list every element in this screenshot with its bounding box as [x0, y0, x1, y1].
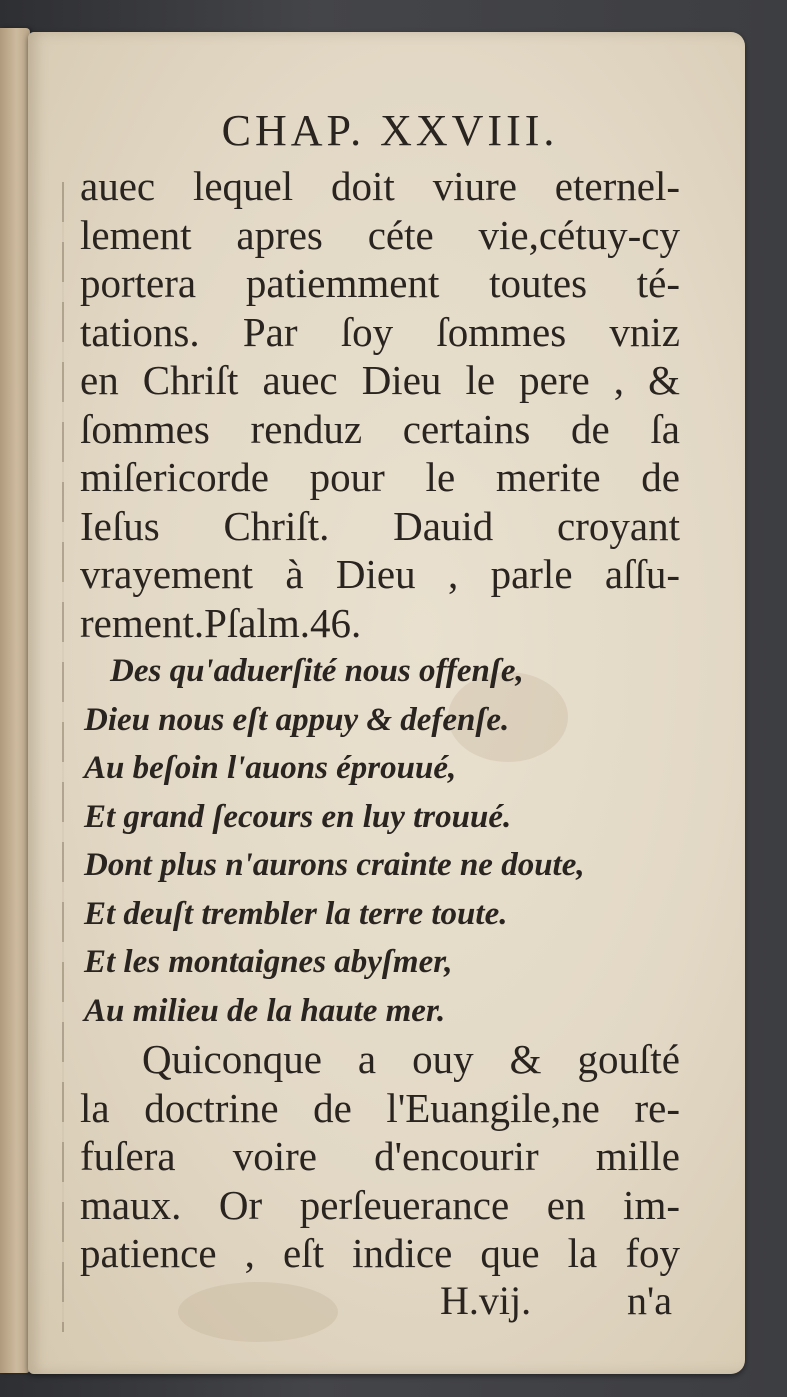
- text-line: ſommes renduz certains de ſa: [80, 405, 680, 452]
- text-line: fuſera voire d'encourir mille: [80, 1133, 680, 1179]
- text-line: lement apres céte vie,cétuy-cy: [80, 211, 680, 258]
- verse-line: Au beſoin l'auons éprouué,: [84, 750, 457, 786]
- verse-line: Au milieu de la haute mer.: [84, 992, 446, 1029]
- previous-page-edge: [0, 28, 30, 1373]
- catchword: n'a: [627, 1278, 672, 1323]
- text-line: la doctrine de l'Euangile,ne re-: [80, 1084, 680, 1131]
- verse-line: Et deuſt trembler la terre toute.: [84, 895, 508, 932]
- text-line: miſericorde pour le merite de: [80, 454, 680, 500]
- page-text: [80, 106, 680, 1278]
- text-line: Quiconque a ouy & gouſté: [142, 1036, 680, 1082]
- running-head: CHAP. XXVIII.: [221, 106, 559, 155]
- verse-line: Et grand ſecours en luy trouué.: [84, 798, 512, 835]
- text-line: tations. Par ſoy ſommes vniz: [80, 308, 680, 355]
- verse-line: Dieu nous eſt appuy & defenſe.: [84, 701, 510, 738]
- text-line: vrayement à Dieu , parle aſſu-: [80, 551, 680, 597]
- text-line: portera patiemment toutes té-: [80, 260, 680, 306]
- text-line: patience , eſt indice que la foy: [80, 1230, 680, 1276]
- page-gutter-shadow: [62, 182, 64, 1332]
- text-line: auec lequel doit viure eternel-: [80, 163, 680, 209]
- text-line: Ieſus Chriſt. Dauid croyant: [80, 502, 680, 549]
- text-line: en Chriſt auec Dieu le pere , &: [80, 357, 680, 403]
- signature-mark: H.vij.: [440, 1278, 532, 1323]
- text-line: maux. Or perſeuerance en im-: [80, 1181, 680, 1228]
- verse-line: Des qu'aduerſité nous offenſe,: [110, 653, 524, 689]
- page-footer: [80, 1277, 680, 1325]
- verse-line: Et les montaignes abyſmer,: [84, 944, 453, 980]
- text-line: rement.Pſalm.46.: [80, 599, 362, 646]
- verse-line: Dont plus n'aurons crainte ne doute,: [84, 847, 585, 883]
